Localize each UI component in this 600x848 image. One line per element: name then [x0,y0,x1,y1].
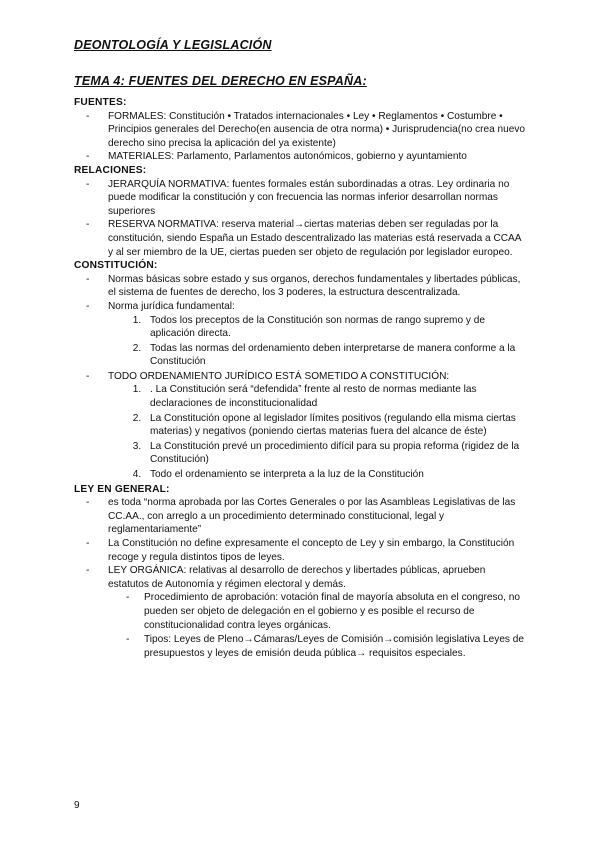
sub-list-item: - Tipos: Leyes de Pleno→Cámaras/Leyes de Comisión→comisión legislativa Leyes de presupuestos y leyes de emisión deuda pública→ requisitos especiales. [144,633,526,660]
list-item-text: TODO ORDENAMIENTO JURÍDICO ESTÁ SOMETIDO A CONSTITUCIÓN: [108,370,450,382]
section-title-fuentes: FUENTES: [74,97,127,108]
ley-list [74,496,526,660]
document-subject-heading: DEONTOLOGÍA Y LEGISLACIÓN [74,38,272,52]
section-title-relaciones: RELACIONES: [74,164,147,176]
list-item [108,496,526,537]
document-body [74,96,526,661]
ley-organica-sublist [108,591,526,660]
topic-heading: TEMA 4: FUENTES DEL DERECHO EN ESPAÑA: [74,74,367,88]
sub-list-item: - Procedimiento de aprobación: votación final de mayoría absoluta en el congreso, no pueden ser objeto de delegación en el gobierno y es posible el recurso de constitucionalidad contra leyes orgánicas. [144,591,526,632]
list-item: - RESERVA NORMATIVA: reserva material→ciertas materias deben ser reguladas por la constitución, siendo España un Estado descentralizado las materias está reservada a CCAA y al ser miembro de la UE, ciertas pueden ser objeto de regulación por legislador europeo. [108,218,526,259]
list-item [108,537,526,564]
list-item [108,370,526,482]
list-item-text: LEY ORGÁNICA: relativas al desarrollo de derechos y libertades públicas, aprueben estatutos de Autonomía y régimen electoral y demás. [108,565,486,590]
list-item [108,273,526,300]
list-item [108,564,526,660]
numbered-item: 3. La Constitución prevé un procedimiento difícil para su propia reforma (rigidez de la Constitución) [144,440,526,467]
numbered-sublist [108,314,526,369]
list-item: - MATERIALES: Parlamento, Parlamentos autonómicos, gobierno y ayuntamiento [108,150,526,164]
list-item-text: Norma jurídica fundamental: [108,300,235,312]
fuentes-list [74,110,526,164]
list-item-text: Normas básicas sobre estado y sus organos, derechos fundamentales y libertades públicas, el sistema de fuentes de derecho, los 3 poderes, la estructura descentralizada. [108,273,521,299]
numbered-item: 1. Todos los preceptos de la Constitución son normas de rango supremo y de aplicación directa. [144,314,526,341]
numbered-sublist [108,383,526,481]
list-item: - JERARQUÍA NORMATIVA: fuentes formales están subordinadas a otras. Ley ordinaria no puede modificar la constitución y con frecuencia las normas inferior desarrollan normas superiores [108,178,526,219]
list-item [108,300,526,369]
constitucion-list [74,273,526,482]
list-item: - FORMALES: Constitución • Tratados internacionales • Ley • Reglamentos • Costumbre • Principios generales del Derecho(en ausencia de otra norma) • Jurisprudencia(no crea nuevo derecho sino precisa la aplicación del ya existente) [108,110,526,151]
numbered-item: 2. Todas las normas del ordenamiento deben interpretarse de manera conforme a la Constitución [144,342,526,369]
section-title-ley: LEY EN GENERAL: [74,483,170,495]
numbered-item: 4. Todo el ordenamiento se interpreta a la luz de la Constitución [144,468,526,482]
section-title-constitucion: CONSTITUCIÓN: [74,260,158,272]
page-number: 9 [74,800,80,811]
numbered-item: 2. La Constitución opone al legislador límites positivos (regulando ella misma ciertas materias) y negativos (poniendo ciertas materias fuera del alcance de éste) [144,412,526,439]
list-item-text: La Constitución no define expresamente el concepto de Ley y sin embargo, la Constitución recoge y regula distintos tipos de leyes. [108,538,515,563]
list-item-text: es toda “norma aprobada por las Cortes Generales o por las Asambleas Legislativas de las CC.AA., con arreglo a un procedimiento determinado constitucional, legal y reglamentariamente” [108,497,516,536]
relaciones-list [74,178,526,260]
numbered-item: 1. . La Constitución será “defendida” frente al resto de normas mediante las declaraciones de inconstitucionalidad [144,383,526,410]
